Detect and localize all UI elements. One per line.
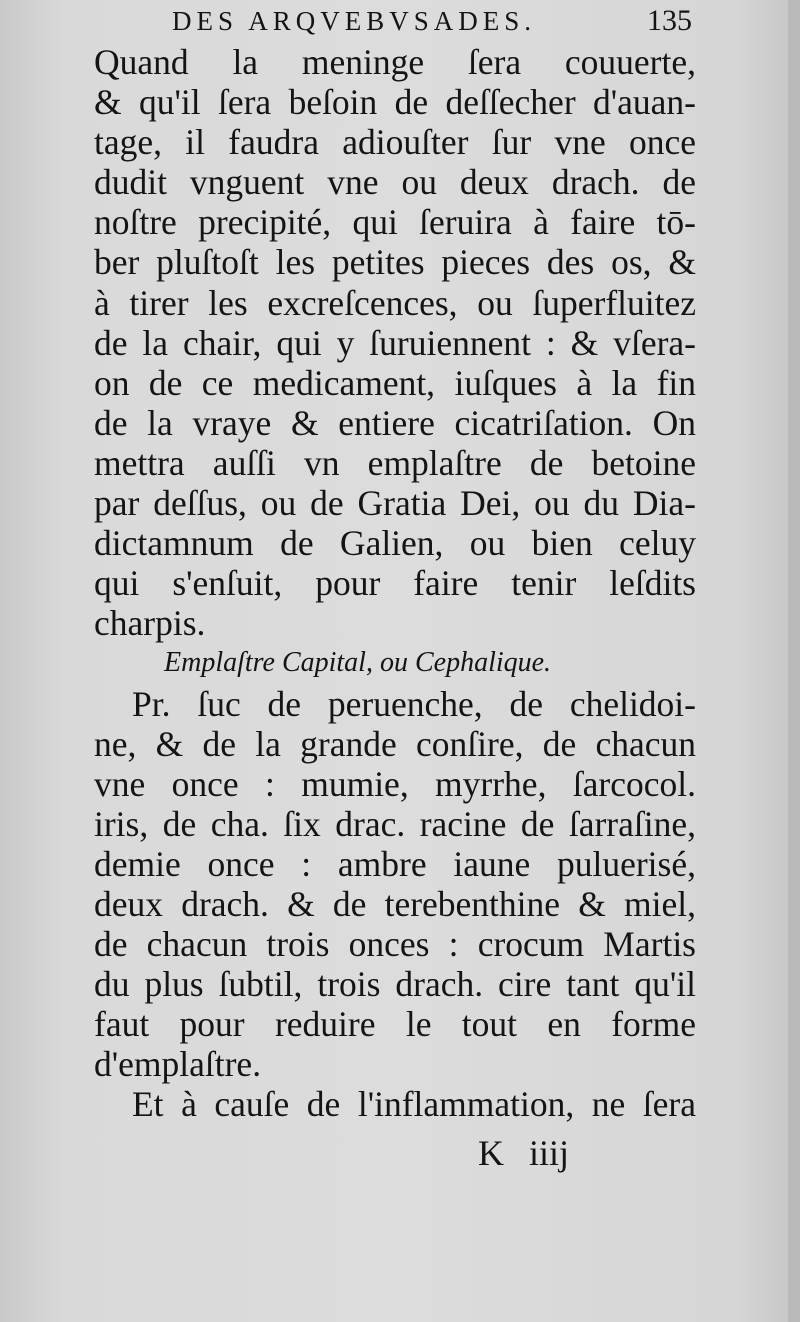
text-line: iris, de cha. ſix drac. racine de ſarraſine, (94, 803, 696, 844)
text-line: de la vraye & entiere cicatriſation. On (94, 402, 696, 443)
page-header (172, 6, 692, 38)
text-line: Pr. ſuc de peruenche, de chelidoi- (132, 683, 696, 724)
text-line: qui s'enſuit, pour faire tenir leſdits (94, 563, 696, 604)
page-edge (788, 0, 800, 1322)
text-line: par deſſus, ou de Gratia Dei, ou du Dia- (94, 483, 696, 524)
section-heading: Emplaſtre Capital, ou Cephalique. (164, 647, 552, 679)
running-head: DES ARQVEBVSADES. (172, 6, 537, 36)
text-line: dudit vnguent vne ou deux drach. de (94, 162, 696, 203)
text-line: à tirer les excreſcences, ou ſuperfluitez (94, 282, 696, 323)
text-line: faut pour reduire le tout en forme (94, 1004, 696, 1045)
text-line: demie once : ambre iaune puluerisé, (94, 843, 696, 884)
text-line: noſtre precipité, qui ſeruira à faire tō- (94, 202, 696, 243)
text-line: de la chair, qui y ſuruiennent : & vſera- (94, 322, 696, 363)
text-line: tage, il faudra adiouſter ſur vne once (94, 122, 696, 163)
text-line: charpis. (94, 603, 206, 644)
text-line: & qu'il ſera beſoin de deſſecher d'auan- (94, 82, 696, 123)
text-line: du plus ſubtil, trois drach. cire tant qu'il (94, 964, 696, 1005)
text-line: on de ce medicament, iuſques à la fin (94, 362, 696, 403)
body-text (94, 42, 696, 1125)
signature-mark: K iiij (478, 1133, 570, 1173)
text-line: mettra auſſi vn emplaſtre de betoine (94, 442, 696, 483)
page-number: 135 (647, 4, 692, 37)
text-line: ne, & de la grande conſire, de chacun (94, 723, 696, 764)
text-line: dictamnum de Galien, ou bien celuy (94, 523, 696, 564)
text-line: Quand la meninge ſera couuerte, (94, 42, 696, 82)
text-line: ber pluſtoſt les petites pieces des os, & (94, 242, 696, 283)
text-line: deux drach. & de terebenthine & miel, (94, 883, 696, 924)
text-line: d'emplaſtre. (94, 1044, 262, 1085)
text-line: de chacun trois onces : crocum Martis (94, 924, 696, 965)
text-line: Et à cauſe de l'inflammation, ne ſera (132, 1084, 696, 1125)
text-line: vne once : mumie, myrrhe, ſarcocol. (94, 763, 696, 804)
